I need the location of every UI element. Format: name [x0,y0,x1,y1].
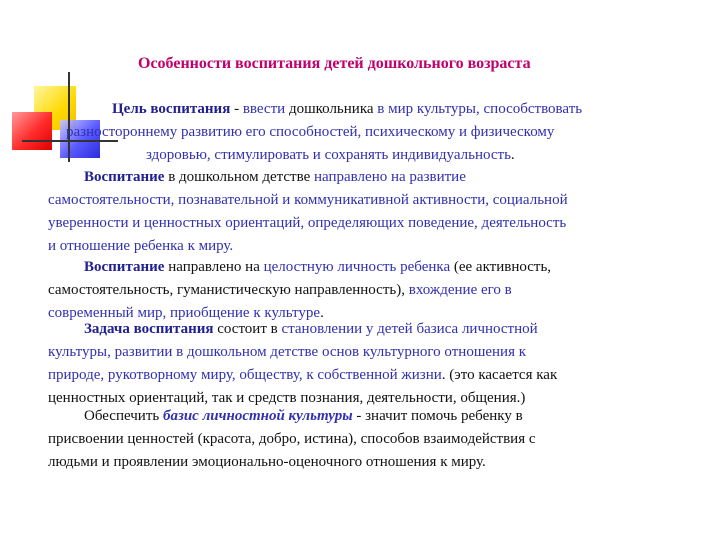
text-run: природе, рукотворному миру, обществу, к собственной жизни [48,367,442,383]
text-run: ввести [242,101,289,117]
text-run: разностороннему развитию его способностей, психическому и физическому [66,124,555,140]
term-basis: базис личностной культуры [162,408,353,424]
text-run: в мир культуры, способствовать [373,101,583,117]
goal-term: Цель воспитания [112,101,231,117]
text-run: (ее активность, [450,259,552,275]
text-run: - значит помочь ребенку в [352,408,523,424]
paragraph-provide [48,405,708,474]
text-run: . [510,147,515,163]
text-line: самостоятельности, познавательной и коммуникативной активности, социальной [48,192,568,208]
text-run: Обеспечить [84,408,163,424]
text-line: ценностных ориентаций, так и средств познания, деятельности, общения.) [48,390,526,406]
text-run: целостную личность ребенка [263,259,451,275]
text-run: становлении у детей базиса личностной [281,321,538,337]
text-line: культуры, развитии в дошкольном детстве основ культурного отношения к [48,344,527,360]
text-run: . (это касается как [441,367,558,383]
text-line: уверенности и ценностных ориентаций, определяющих поведение, деятельность [48,215,567,231]
text-run: состоит в [213,321,282,337]
text-run: здоровью, стимулировать и сохранять индивидуальность [146,147,511,163]
text-run: направлено на [164,259,264,275]
text-run: - [230,101,243,117]
text-run: в дошкольном детстве [164,169,314,185]
text-run: современный мир, приобщение к культуре [48,305,321,321]
paragraph-upbringing-2 [48,256,708,325]
decor-red-square [12,112,52,150]
paragraph-upbringing-1 [48,166,708,258]
text-line: и отношение ребенка к миру. [48,238,234,254]
term-upbringing: Воспитание [84,169,165,185]
text-run: вхождение его в [408,282,512,298]
text-run: . [320,305,324,321]
text-line: людьми и проявлении эмоционально-оценочного отношения к миру. [48,454,486,470]
term-task: Задача воспитания [84,321,214,337]
text-line: присвоении ценностей (красота, добро, истина), способов взаимодействия с [48,431,536,447]
term-upbringing: Воспитание [84,259,165,275]
text-run: направлено на развитие [314,169,466,185]
text-run: самостоятельность, гуманистическую направленность), [48,282,409,298]
paragraph-task [48,318,708,410]
page-title: Особенности воспитания детей дошкольного возраста [138,55,531,72]
text-run: дошкольника [288,101,374,117]
goal-paragraph [48,98,668,167]
